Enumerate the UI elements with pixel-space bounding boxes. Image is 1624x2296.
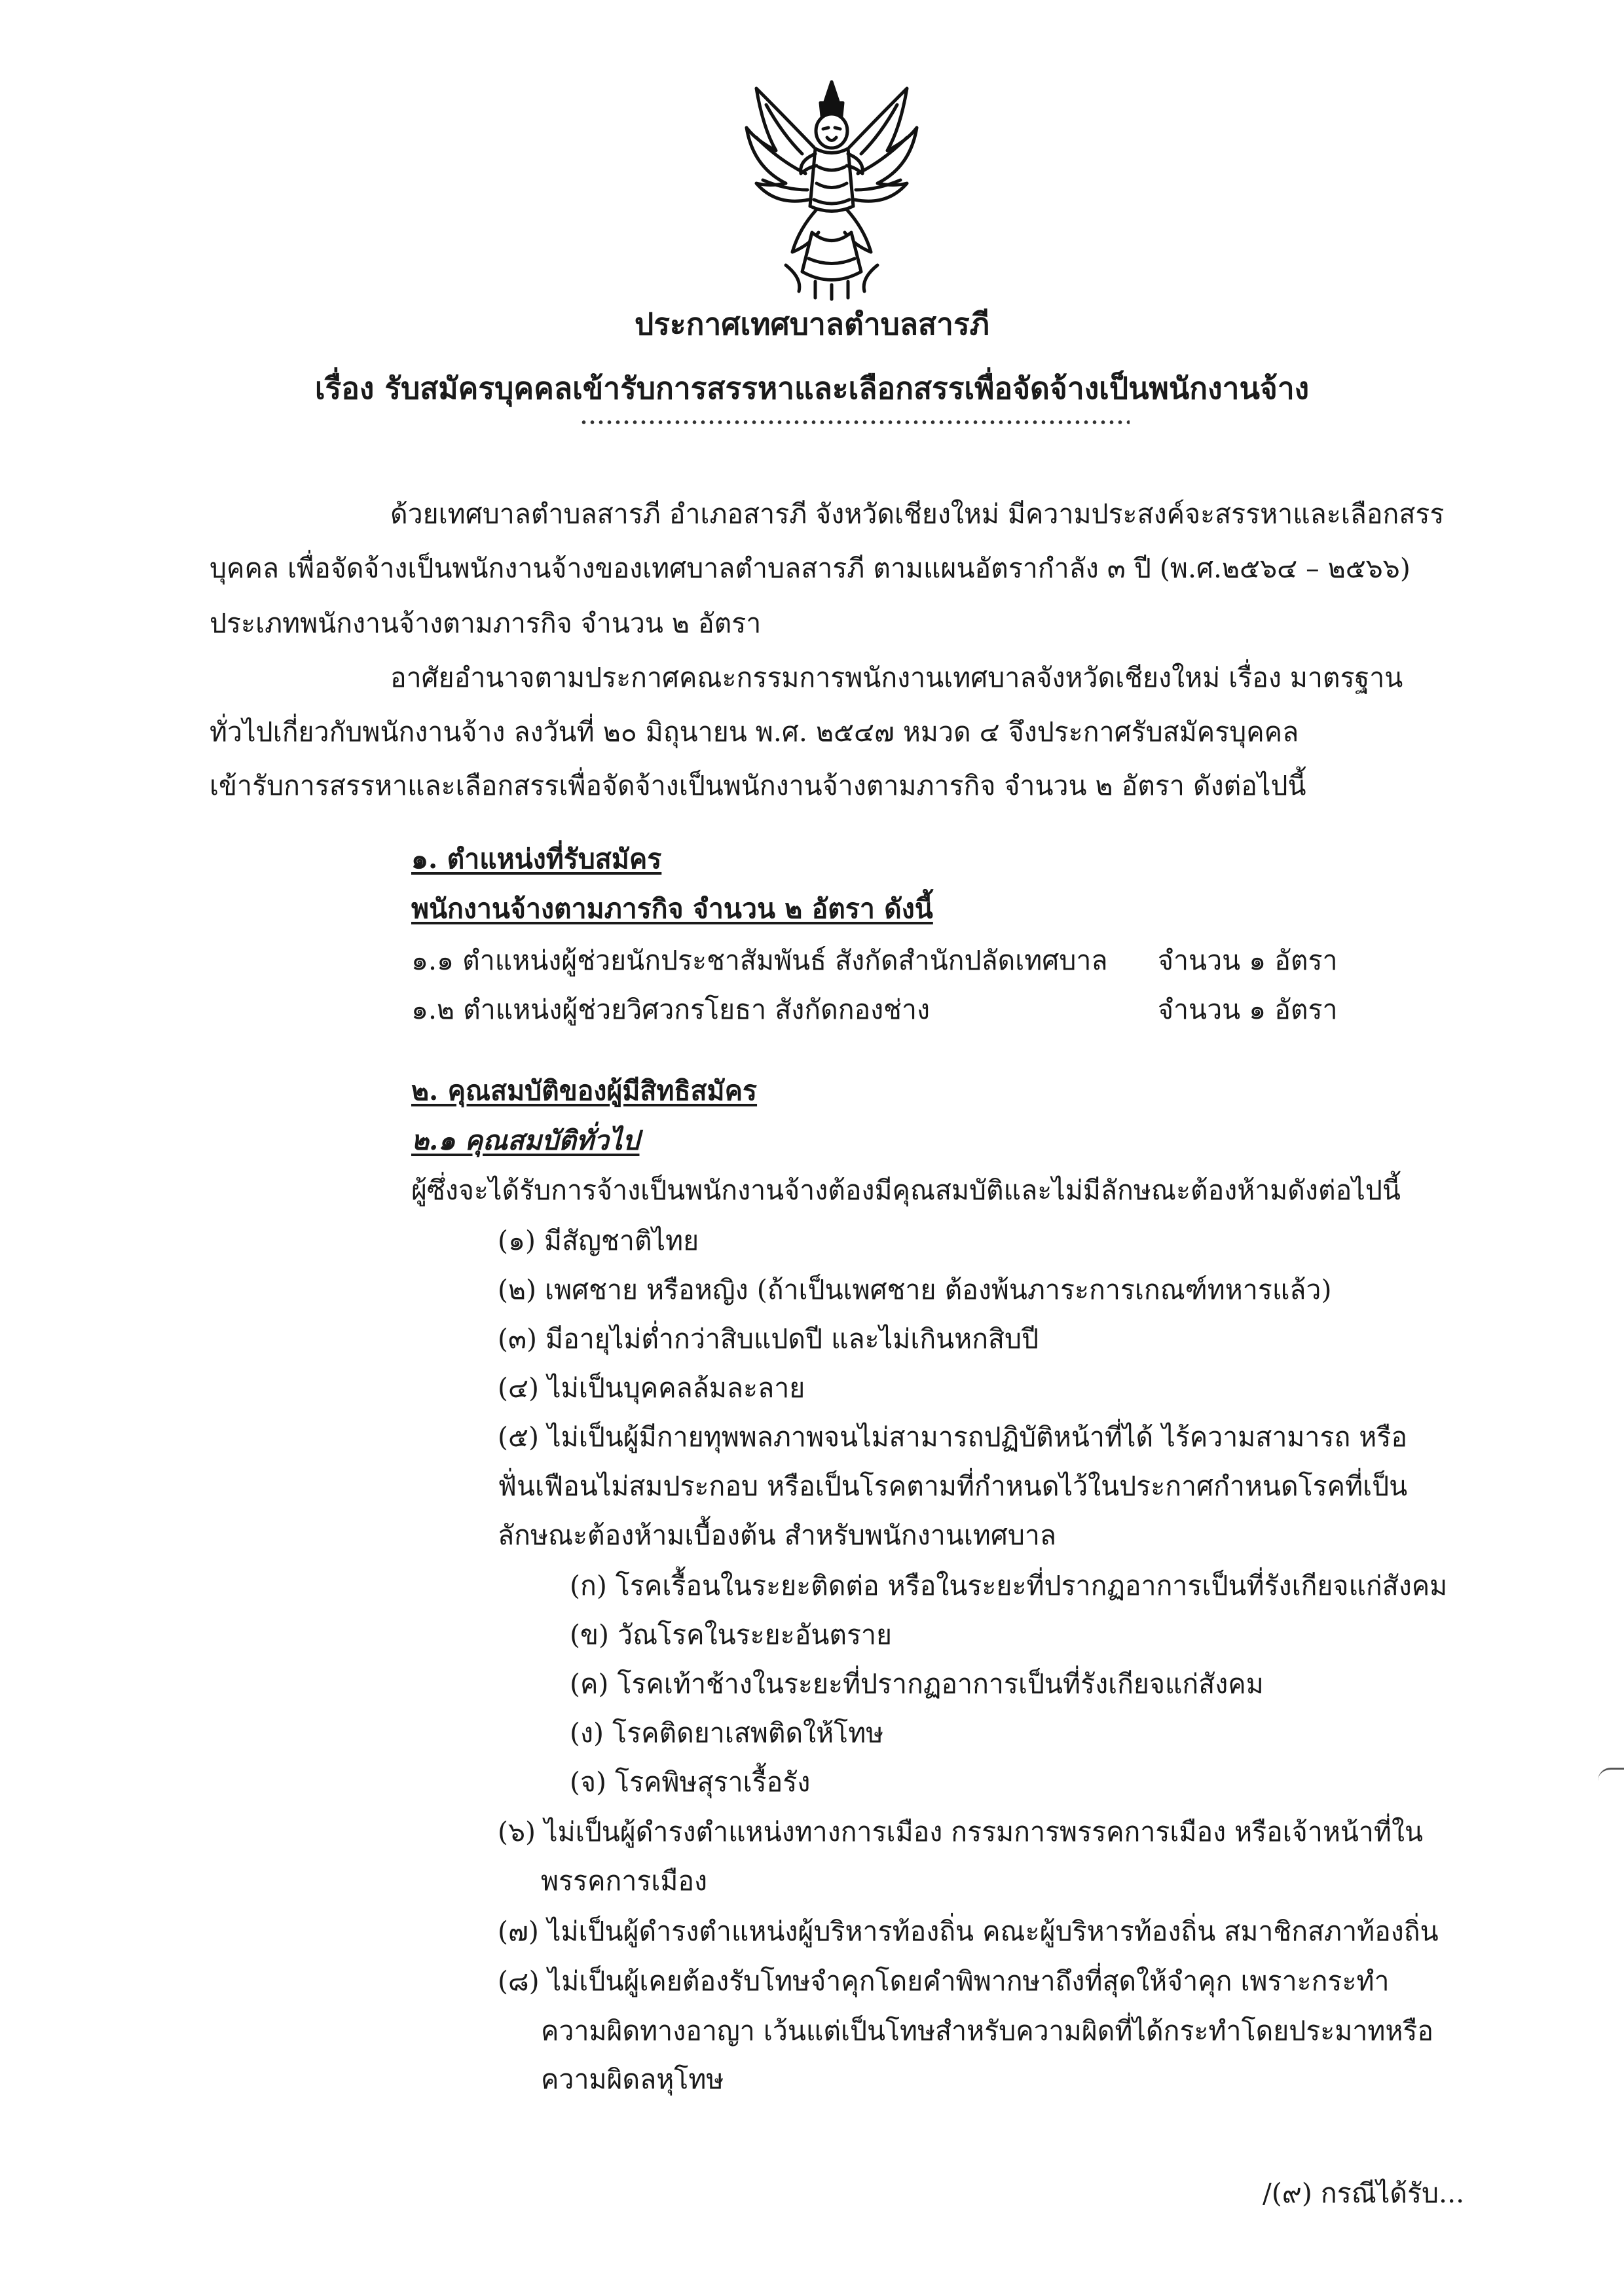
qualification-item: (๕) ไม่เป็นผู้มีกายทุพพลภาพจนไม่สามารถปฏิบัติหน้าที่ได้ ไร้ความสามารถ หรือ	[498, 1421, 1407, 1453]
page-continuation: /(๙) กรณีได้รับ...	[1263, 2178, 1465, 2209]
qualification-item: (๗) ไม่เป็นผู้ดำรงตำแหน่งผู้บริหารท้องถิ่น คณะผู้บริหารท้องถิ่น สมาชิกสภาท้องถิ่น	[498, 1916, 1439, 1947]
section-2-heading: ๒. คุณสมบัติของผู้มีสิทธิสมัคร	[411, 1075, 758, 1106]
qualification-item: (๑) มีสัญชาติไทย	[498, 1225, 699, 1256]
position-count: จำนวน ๑ อัตรา	[1158, 945, 1338, 976]
position-name: ๑.๒ ตำแหน่งผู้ช่วยวิศวกรโยธา สังกัดกองช่าง	[411, 994, 931, 1025]
qualification-item: (๔) ไม่เป็นบุคคลล้มละลาย	[498, 1372, 805, 1404]
title-divider	[580, 419, 1130, 426]
disease-item: (จ) โรคพิษสุราเรื้อรัง	[570, 1766, 811, 1798]
qualification-item: (๖) ไม่เป็นผู้ดำรงตำแหน่งทางการเมือง กรรมการพรรคการเมือง หรือเจ้าหน้าที่ใน	[498, 1816, 1423, 1848]
disease-item: (ข) วัณโรคในระยะอันตราย	[570, 1619, 893, 1650]
qualification-item: ความผิดทางอาญา เว้นแต่เป็นโทษสำหรับความผิดที่ได้กระทำโดยประมาทหรือ	[541, 2015, 1434, 2047]
disease-item: (ค) โรคเท้าช้างในระยะที่ปรากฏอาการเป็นที่รังเกียจแก่สังคม	[570, 1668, 1264, 1700]
document-title: ประกาศเทศบาลตำบลสารภี	[635, 306, 989, 342]
qualification-item: ฟั่นเฟือนไม่สมประกอบ หรือเป็นโรคตามที่กำหนดไว้ในประกาศกำหนดโรคที่เป็น	[498, 1470, 1408, 1502]
disease-item: (ง) โรคติดยาเสพติดให้โทษ	[570, 1717, 884, 1749]
intro-paragraph-line: ทั่วไปเกี่ยวกับพนักงานจ้าง ลงวันที่ ๒๐ มิถุนายน พ.ศ. ๒๕๔๗ หมวด ๔ จึงประกาศรับสมัครบุคคล	[210, 716, 1299, 748]
scan-artifact	[1598, 1768, 1624, 1783]
intro-paragraph-line: บุคคล เพื่อจัดจ้างเป็นพนักงานจ้างของเทศบาลตำบลสารภี ตามแผนอัตรากำลัง ๓ ปี (พ.ศ.๒๕๖๔ – ๒๕๖๖)	[210, 553, 1411, 584]
qualification-item: ลักษณะต้องห้ามเบื้องต้น สำหรับพนักงานเทศบาล	[498, 1520, 1057, 1551]
disease-item: (ก) โรคเรื้อนในระยะติดต่อ หรือในระยะที่ปรากฏอาการเป็นที่รังเกียจแก่สังคม	[570, 1570, 1448, 1601]
section-1-heading: ๑. ตำแหน่งที่รับสมัคร	[411, 843, 662, 875]
qualification-item: พรรคการเมือง	[541, 1865, 708, 1897]
intro-paragraph-line: เข้ารับการสรรหาและเลือกสรรเพื่อจัดจ้างเป็นพนักงานจ้างตามภารกิจ จำนวน ๒ อัตรา ดังต่อไปนี้	[210, 770, 1306, 801]
intro-paragraph-line: ประเภทพนักงานจ้างตามภารกิจ จำนวน ๒ อัตรา	[210, 608, 762, 639]
section-2-subheading: ๒.๑ คุณสมบัติทั่วไป	[411, 1125, 640, 1156]
position-count: จำนวน ๑ อัตรา	[1158, 994, 1338, 1025]
qualification-item: (๓) มีอายุไม่ต่ำกว่าสิบแปดปี และไม่เกินหกสิบปี	[498, 1323, 1039, 1355]
qualification-item: (๘) ไม่เป็นผู้เคยต้องรับโทษจำคุกโดยคำพิพากษาถึงที่สุดให้จำคุก เพราะกระทำ	[498, 1965, 1390, 1997]
section-1-subheading: พนักงานจ้างตามภารกิจ จำนวน ๒ อัตรา ดังนี้	[411, 893, 933, 924]
garuda-emblem-icon	[737, 75, 927, 301]
intro-paragraph-line: ด้วยเทศบาลตำบลสารภี อำเภอสารภี จังหวัดเชียงใหม่ มีความประสงค์จะสรรหาและเลือกสรร	[390, 498, 1445, 530]
intro-paragraph-line: อาศัยอำนาจตามประกาศคณะกรรมการพนักงานเทศบาลจังหวัดเชียงใหม่ เรื่อง มาตรฐาน	[390, 662, 1403, 693]
qualification-item: (๒) เพศชาย หรือหญิง (ถ้าเป็นเพศชาย ต้องพ้นภาระการเกณฑ์ทหารแล้ว)	[498, 1274, 1332, 1305]
qualification-lead: ผู้ซึ่งจะได้รับการจ้างเป็นพนักงานจ้างต้องมีคุณสมบัติและไม่มีลักษณะต้องห้ามดังต่อไปนี้	[411, 1175, 1401, 1206]
qualification-item: ความผิดลหุโทษ	[541, 2064, 724, 2095]
document-subject: เรื่อง รับสมัครบุคคลเข้ารับการสรรหาและเลือกสรรเพื่อจัดจ้างเป็นพนักงานจ้าง	[314, 371, 1310, 406]
position-name: ๑.๑ ตำแหน่งผู้ช่วยนักประชาสัมพันธ์ สังกัดสำนักปลัดเทศบาล	[411, 945, 1108, 976]
